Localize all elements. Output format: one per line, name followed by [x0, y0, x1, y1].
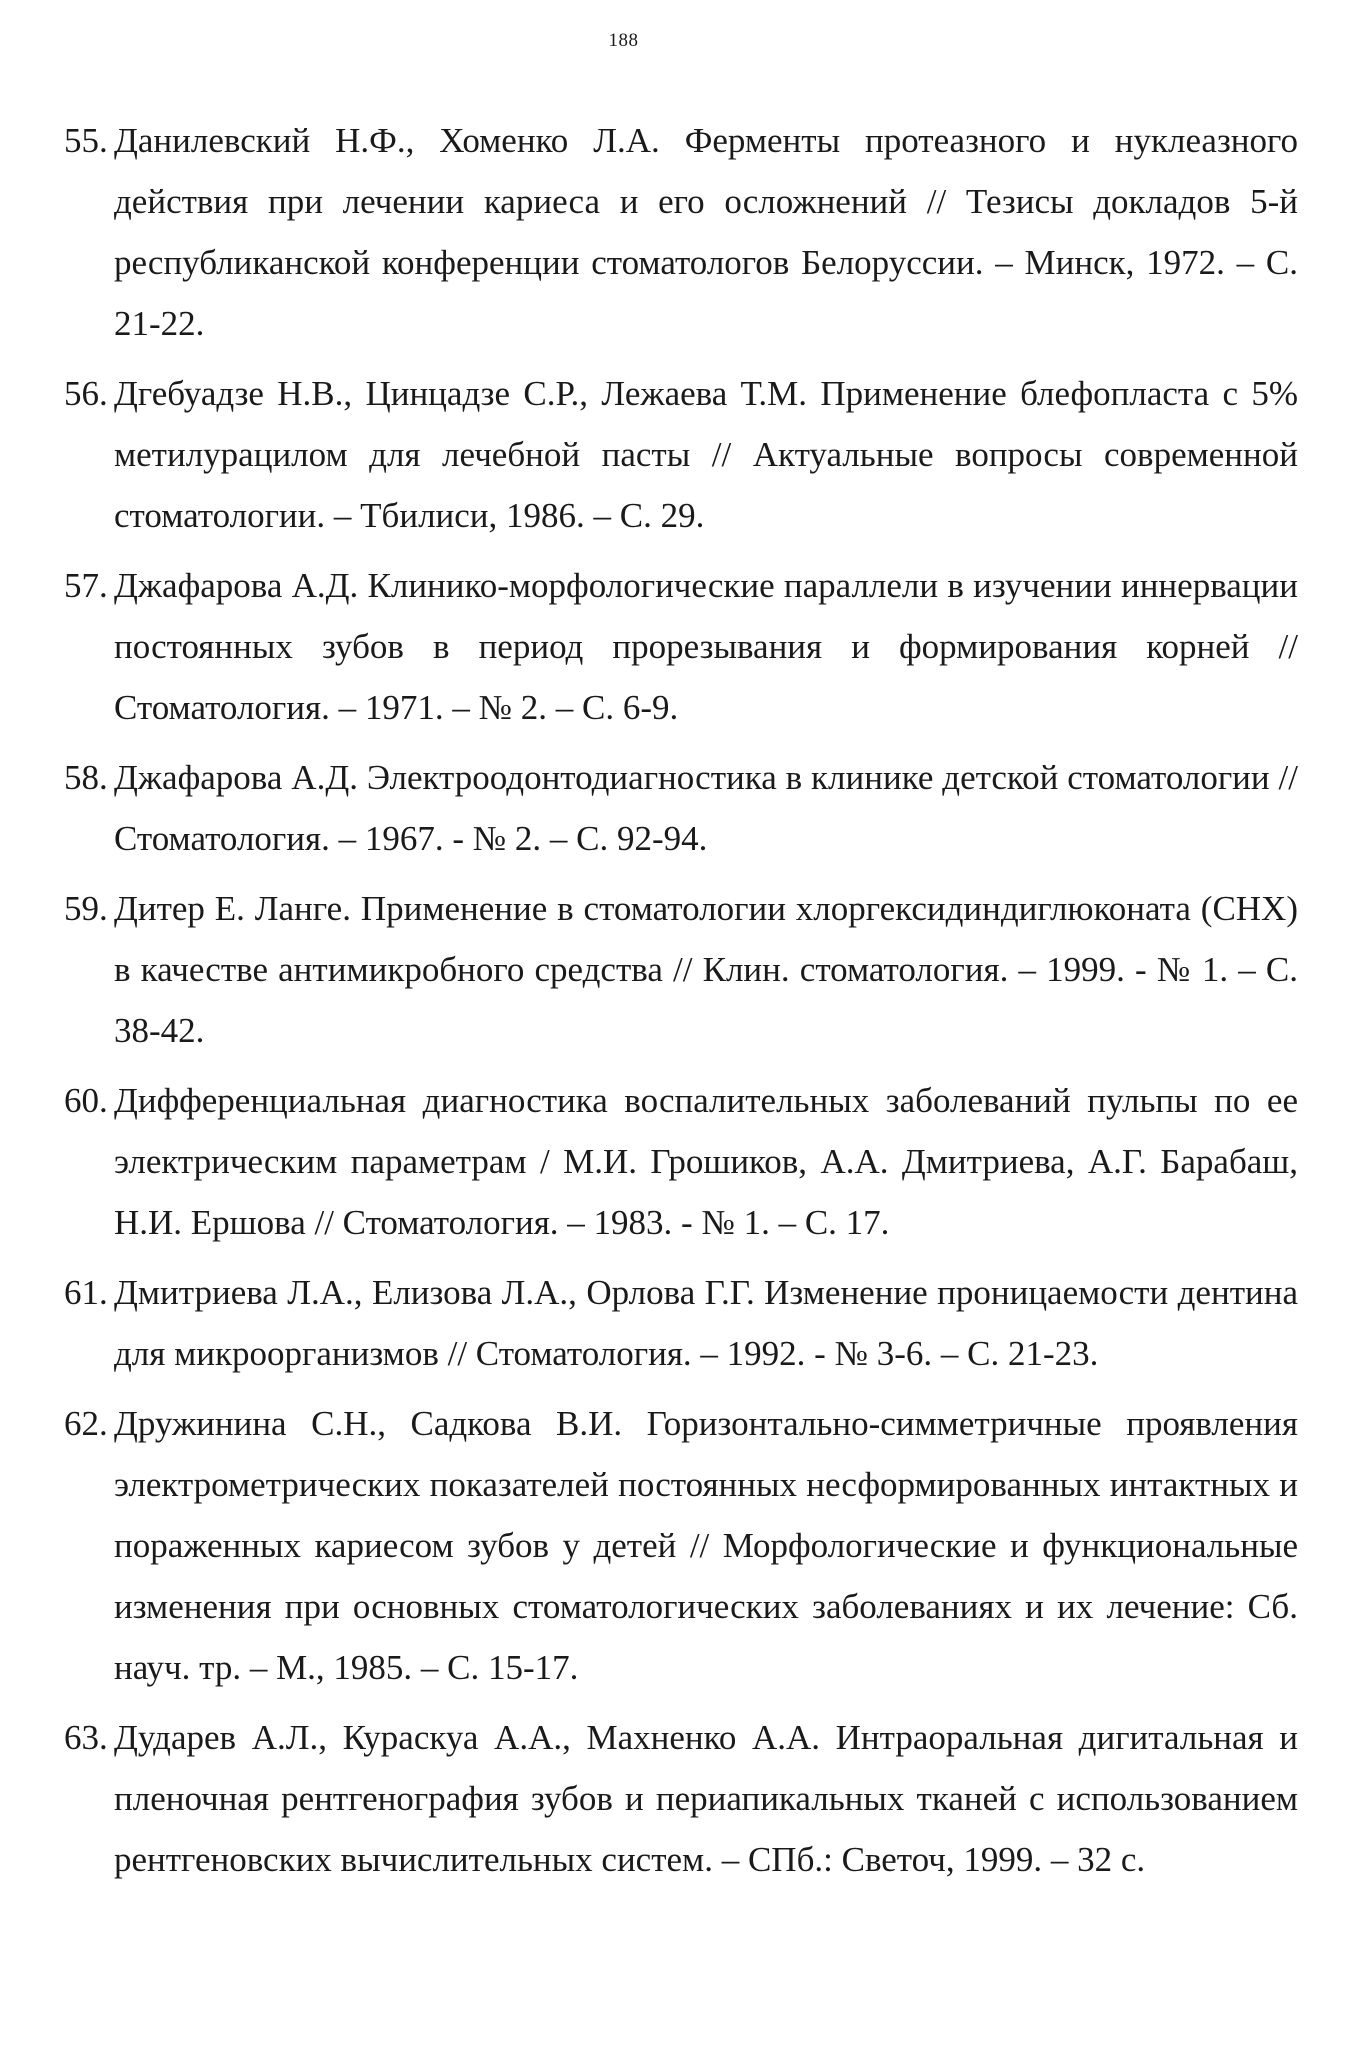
reference-number: 58.	[64, 758, 108, 797]
reference-item	[64, 747, 1298, 869]
reference-number: 61.	[64, 1273, 108, 1312]
reference-item	[64, 1393, 1298, 1698]
reference-text: Джафарова А.Д. Электроодонтодиагностика в клинике детской стоматологии // Стоматология. – 1967. - № 2. – С. 92-94.	[114, 758, 1298, 858]
reference-number: 55.	[64, 121, 108, 160]
reference-text: Дружинина С.Н., Садкова В.И. Горизонтально-симметричные проявления электрометрических показателей постоянных несформированных интактных и пораженных кариесом зубов у детей // Морфологические и функциональные изменения при основных стоматологических заболеваниях и их лечение: Сб. науч. тр. – М., 1985. – С. 15-17.	[114, 1404, 1298, 1687]
page-number: 188	[608, 30, 639, 51]
reference-item	[64, 363, 1298, 546]
reference-text: Дударев А.Л., Кураскуа А.А., Махненко А.А. Интраоральная дигитальная и пленочная рентгенография зубов и периапикальных тканей с использованием рентгеновских вычислительных систем. – СПб.: Светоч, 1999. – 32 с.	[114, 1718, 1298, 1879]
reference-item	[64, 110, 1298, 354]
reference-number: 57.	[64, 566, 108, 605]
reference-text: Дгебуадзе Н.В., Цинцадзе С.Р., Лежаева Т.М. Применение блефопласта с 5% метилурацилом для лечебной пасты // Актуальные вопросы современной стоматологии. – Тбилиси, 1986. – С. 29.	[114, 374, 1298, 535]
reference-item	[64, 1707, 1298, 1890]
reference-text: Дифференциальная диагностика воспалительных заболеваний пульпы по ее электрическим параметрам / М.И. Грошиков, А.А. Дмитриева, А.Г. Барабаш, Н.И. Ершова // Стоматология. – 1983. - № 1. – С. 17.	[114, 1081, 1298, 1242]
reference-number: 60.	[64, 1081, 108, 1120]
reference-text: Дитер Е. Ланге. Применение в стоматологии хлоргексидиндиглюконата (CHX) в качестве антимикробного средства // Клин. стоматология. – 1999. - № 1. – С. 38-42.	[114, 889, 1298, 1050]
reference-text: Данилевский Н.Ф., Хоменко Л.А. Ферменты протеазного и нуклеазного действия при лечении кариеса и его осложнений // Тезисы докладов 5-й республиканской конференции стоматологов Белоруссии. – Минск, 1972. – С. 21-22.	[114, 121, 1298, 343]
reference-item	[64, 1262, 1298, 1384]
reference-text: Джафарова А.Д. Клинико-морфологические параллели в изучении иннервации постоянных зубов в период прорезывания и формирования корней // Стоматология. – 1971. – № 2. – С. 6-9.	[114, 566, 1298, 727]
reference-item	[64, 1070, 1298, 1253]
reference-number: 63.	[64, 1718, 108, 1757]
reference-number: 56.	[64, 374, 108, 413]
reference-text: Дмитриева Л.А., Елизова Л.А., Орлова Г.Г. Изменение проницаемости дентина для микроорганизмов // Стоматология. – 1992. - № 3-6. – С. 21-23.	[114, 1273, 1298, 1373]
reference-number: 59.	[64, 889, 108, 928]
reference-list	[64, 110, 1298, 1899]
reference-item	[64, 878, 1298, 1061]
reference-number: 62.	[64, 1404, 108, 1443]
reference-item	[64, 555, 1298, 738]
